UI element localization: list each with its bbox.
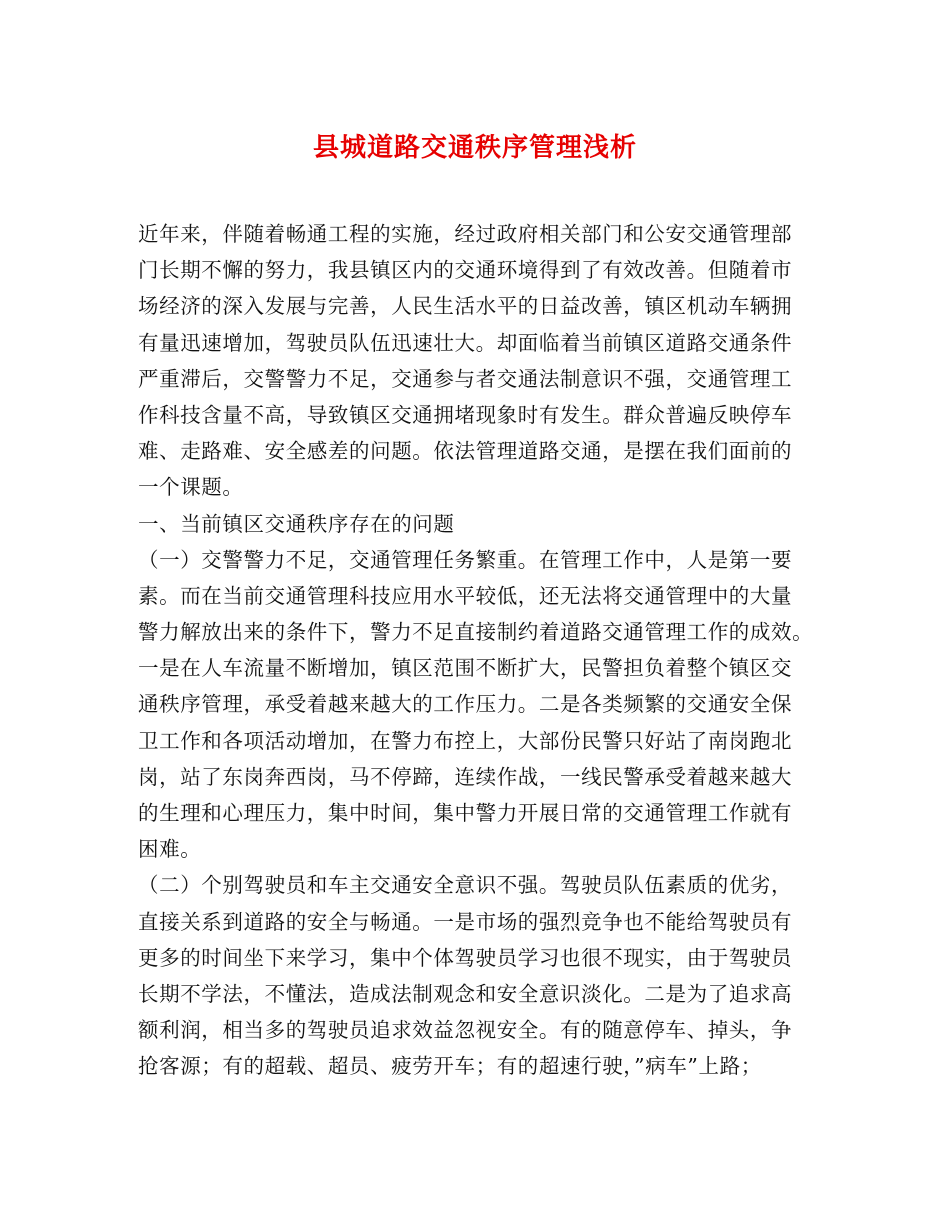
text-line: 严重滞后，交警警力不足，交通参与者交通法制意识不强，交通管理工 — [138, 366, 793, 391]
text-line: 一个课题。 — [138, 475, 244, 500]
text-line: 卫工作和各项活动增加，在警力布控上，大部份民警只好站了南岗跑北 — [138, 728, 793, 753]
text-line: 近年来，伴随着畅通工程的实施，经过政府相关部门和公安交通管理部 — [138, 222, 793, 246]
text-line: 素。而在当前交通管理科技应用水平较低，还无法将交通管理中的大量 — [138, 583, 793, 608]
text-line: 额利润，相当多的驾驶员追求效益忽视安全。有的随意停车、掉头，争 — [138, 1018, 793, 1043]
text-line: （一）交警警力不足，交通管理任务繁重。在管理工作中，人是第一要 — [138, 547, 793, 572]
text-line: 更多的时间坐下来学习，集中个体驾驶员学习也很不现实，由于驾驶员 — [138, 945, 793, 970]
text-line: 难、走路难、安全感差的问题。依法管理道路交通，是摆在我们面前的 — [138, 439, 793, 464]
text-line: 抢客源；有的超载、超员、疲劳开车；有的超速行驶，”病车”上路； — [138, 1054, 762, 1079]
text-line: 长期不学法，不懂法，造成法制观念和安全意识淡化。二是为了追求高 — [138, 981, 793, 1006]
text-line: 门长期不懈的努力，我县镇区内的交通环境得到了有效改善。但随着市 — [138, 258, 793, 283]
text-line: 通秩序管理，承受着越来越大的工作压力。二是各类频繁的交通安全保 — [138, 692, 793, 717]
document-title: 县城道路交通秩序管理浅析 — [312, 133, 637, 163]
text-line: 的生理和心理压力，集中时间，集中警力开展日常的交通管理工作就有 — [138, 801, 793, 825]
text-line: 场经济的深入发展与完善，人民生活水平的日益改善，镇区机动车辆拥 — [138, 294, 793, 319]
section-heading: 一、当前镇区交通秩序存在的问题 — [138, 511, 455, 536]
text-line: 有量迅速增加，驾驶员队伍迅速壮大。却面临着当前镇区道路交通条件 — [138, 330, 793, 355]
text-line: 直接关系到道路的安全与畅通。一是市场的强烈竞争也不能给驾驶员有 — [138, 909, 793, 934]
document-body — [138, 216, 828, 1085]
text-line: （二）个别驾驶员和车主交通安全意识不强。驾驶员队伍素质的优劣， — [138, 873, 793, 898]
text-line: 一是在人车流量不断增加，镇区范围不断扩大，民警担负着整个镇区交 — [138, 656, 793, 681]
text-line: 困难。 — [138, 837, 202, 862]
text-line: 警力解放出来的条件下，警力不足直接制约着道路交通管理工作的成效。 — [138, 620, 814, 645]
text-line: 作科技含量不高，导致镇区交通拥堵现象时有发生。群众普遍反映停车 — [138, 402, 793, 427]
text-line: 岗，站了东岗奔西岗，马不停蹄，连续作战，一线民警承受着越来越大 — [138, 764, 793, 789]
